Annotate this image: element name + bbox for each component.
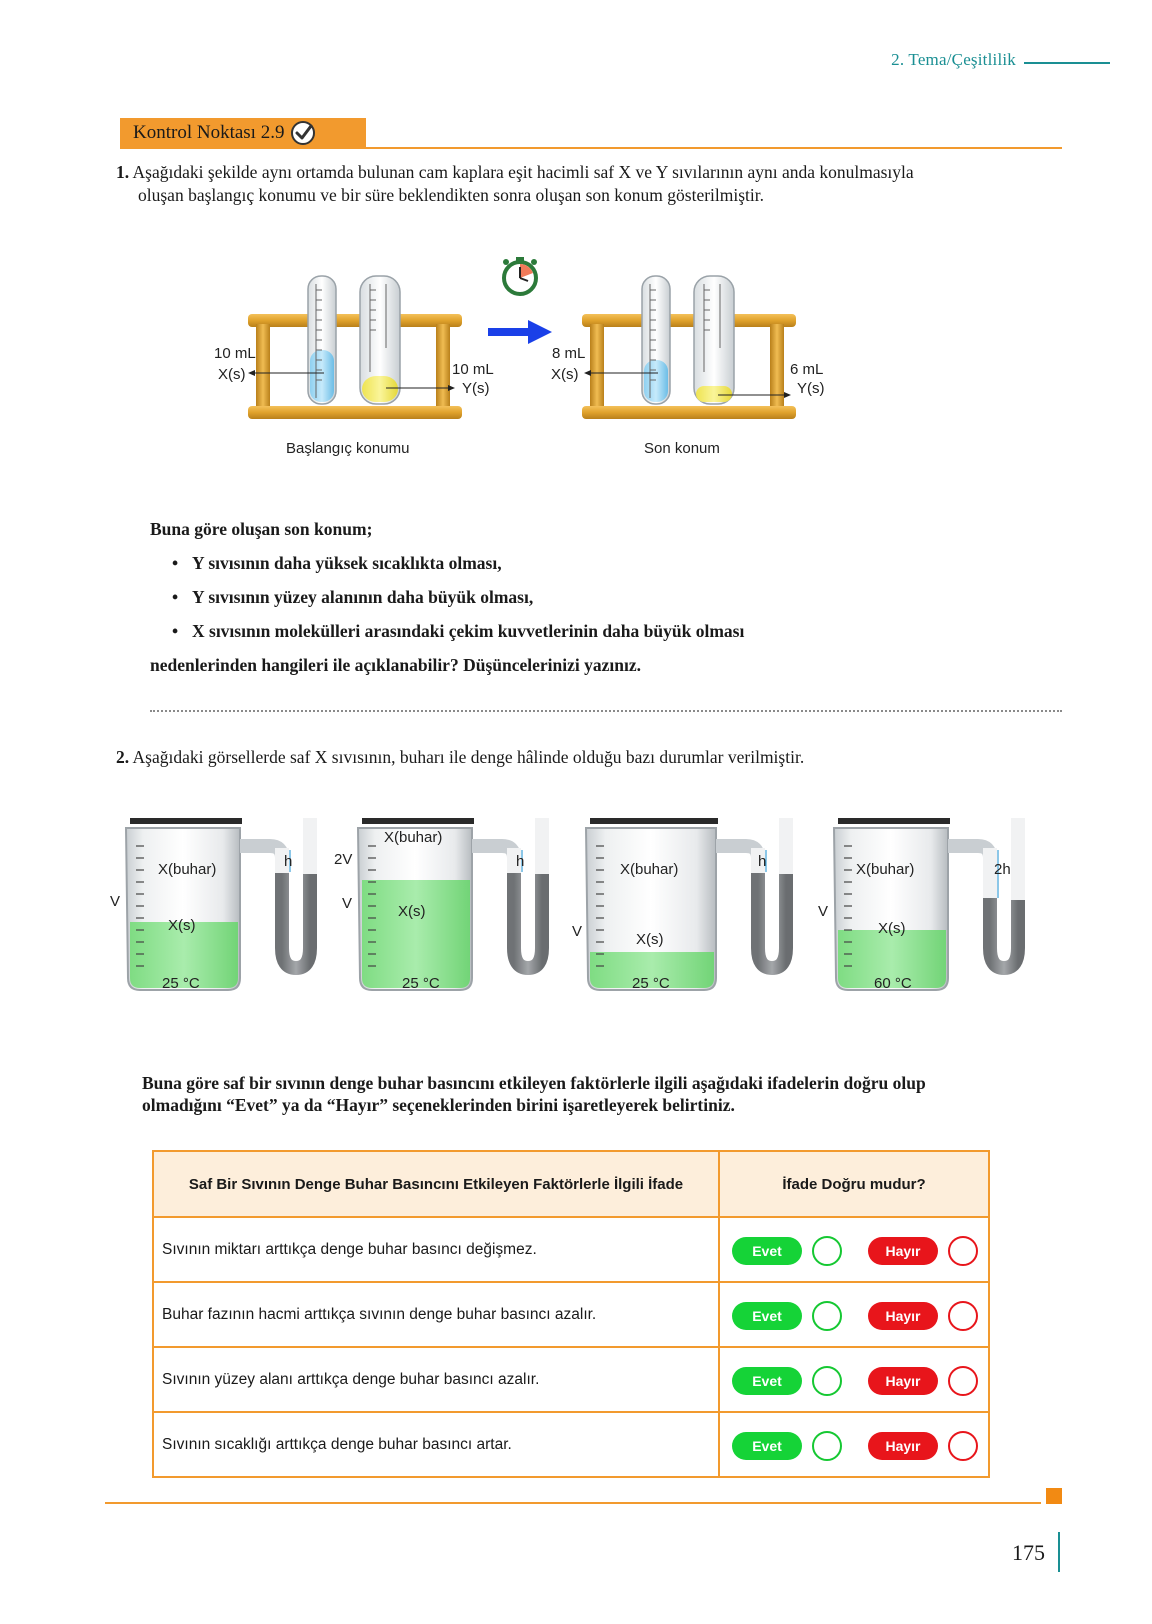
check-circle-icon (290, 120, 316, 146)
answer-cell (719, 1217, 989, 1282)
question-1-text (116, 161, 1036, 207)
no-option[interactable] (948, 1236, 978, 1266)
setup-1 (110, 818, 317, 992)
setup-2 (334, 818, 549, 992)
start-caption: Başlangıç konumu (286, 440, 410, 457)
setup-2-vapor-volume: 2V (334, 851, 353, 868)
answer-cell (719, 1347, 989, 1412)
end-caption: Son konum (644, 440, 720, 457)
section-title: 2. Tema/Çeşitlilik (891, 50, 1016, 69)
header-statement: Saf Bir Sıvının Denge Buhar Basıncını Etkileyen Faktörlerle İlgili İfade (153, 1151, 719, 1217)
end-x-label: X(s) (551, 366, 579, 383)
checkpoint-rule (120, 147, 1062, 149)
table-header (153, 1151, 989, 1217)
end-x-volume: 8 mL (552, 345, 586, 362)
setup-1-volume: V (110, 893, 121, 910)
header-rule (1024, 62, 1110, 64)
no-option[interactable] (948, 1301, 978, 1331)
statement-cell: Buhar fazının hacmi arttıkça sıvının denge buhar basıncı azalır. (153, 1282, 719, 1347)
setup-1-temperature: 25 °C (162, 975, 200, 992)
start-rack (214, 276, 494, 457)
test-tube-figure (200, 248, 840, 468)
stopwatch-icon (503, 257, 537, 294)
yes-label: Evet (732, 1367, 802, 1395)
question-2-text (116, 746, 804, 769)
table-row (153, 1412, 989, 1477)
no-label: Hayır (868, 1302, 938, 1330)
setup-1-height: h (284, 853, 293, 870)
table-row (153, 1217, 989, 1282)
bullet-item: • X sıvısının molekülleri arasındaki çekim kuvvetlerinin daha büyük olması (150, 614, 744, 648)
question-2-instruction (142, 1072, 926, 1116)
answer-cell (719, 1412, 989, 1477)
question-1-closing: nedenlerinden hangileri ile açıklanabilir? Düşüncelerinizi yazınız. (150, 655, 641, 675)
setup-3 (572, 818, 793, 992)
setup-2-temperature: 25 °C (402, 975, 440, 992)
footer-square (1046, 1488, 1062, 1504)
setup-3-temperature: 25 °C (632, 975, 670, 992)
yes-label: Evet (732, 1302, 802, 1330)
checkpoint-title: Kontrol Noktası 2.9 (133, 122, 285, 143)
no-label: Hayır (868, 1432, 938, 1460)
start-y-volume: 10 mL (452, 361, 494, 378)
start-y-label: Y(s) (462, 380, 490, 397)
statement-cell: Sıvının sıcaklığı arttıkça denge buhar basıncı artar. (153, 1412, 719, 1477)
end-y-volume: 6 mL (790, 361, 824, 378)
setup-3-liquid: X(s) (636, 931, 664, 948)
yes-option[interactable] (812, 1366, 842, 1396)
question-1-intro: Buna göre oluşan son konum; (150, 519, 373, 539)
setup-2-vapor: X(buhar) (384, 829, 443, 846)
page-header (891, 50, 1110, 70)
setup-3-vapor: X(buhar) (620, 861, 679, 878)
question-2-number: 2. (116, 747, 130, 767)
setup-3-height: h (758, 853, 767, 870)
end-rack (551, 276, 825, 457)
question-2-line: Aşağıdaki görsellerde saf X sıvısının, buharı ile denge hâlinde olduğu bazı durumlar verilmiştir. (132, 747, 805, 767)
yes-option[interactable] (812, 1301, 842, 1331)
question-1-bullets (150, 546, 744, 682)
setup-2-liquid: X(s) (398, 903, 426, 920)
statement-cell: Sıvının miktarı arttıkça denge buhar basıncı değişmez. (153, 1217, 719, 1282)
yes-label: Evet (732, 1237, 802, 1265)
vapor-pressure-figure (110, 818, 1060, 1028)
setup-4-vapor: X(buhar) (856, 861, 915, 878)
answer-cell (719, 1282, 989, 1347)
setup-4-height: 2h (994, 861, 1011, 878)
question-1-number: 1. (116, 162, 130, 182)
start-x-volume: 10 mL (214, 345, 256, 362)
setup-4-liquid: X(s) (878, 920, 906, 937)
table-row (153, 1282, 989, 1347)
answer-table (152, 1150, 990, 1478)
page-number-bar (1058, 1532, 1060, 1572)
setup-1-liquid: X(s) (168, 917, 196, 934)
no-label: Hayır (868, 1367, 938, 1395)
setup-4 (818, 818, 1025, 992)
no-option[interactable] (948, 1366, 978, 1396)
setup-2-volume: V (342, 895, 353, 912)
no-label: Hayır (868, 1237, 938, 1265)
header-answer: İfade Doğru mudur? (719, 1151, 989, 1217)
end-y-label: Y(s) (797, 380, 825, 397)
setup-1-vapor: X(buhar) (158, 861, 217, 878)
instruction-line-2: olmadığını “Evet” ya da “Hayır” seçeneklerinden birini işaretleyerek belirtiniz. (142, 1095, 735, 1115)
bullet-item: • Y sıvısının yüzey alanının daha büyük olması, (150, 580, 744, 614)
setup-4-temperature: 60 °C (874, 975, 912, 992)
no-option[interactable] (948, 1431, 978, 1461)
statement-cell: Sıvının yüzey alanı arttıkça denge buhar basıncı azalır. (153, 1347, 719, 1412)
setup-2-height: h (516, 853, 525, 870)
start-x-label: X(s) (218, 366, 246, 383)
table-row (153, 1347, 989, 1412)
page-number: 175 (1012, 1540, 1045, 1565)
checkpoint-badge (120, 118, 366, 148)
question-1-line-1: Aşağıdaki şekilde aynı ortamda bulunan cam kaplara eşit hacimli saf X ve Y sıvılarının aynı anda konulmasıyla (132, 162, 914, 182)
right-arrow-icon (488, 320, 552, 344)
instruction-line-1: Buna göre saf bir sıvının denge buhar basıncını etkileyen faktörlerle ilgili aşağıdaki ifadelerin doğru olup (142, 1073, 926, 1093)
footer-rule (105, 1502, 1041, 1504)
setup-4-volume: V (818, 903, 829, 920)
yes-label: Evet (732, 1432, 802, 1460)
yes-option[interactable] (812, 1236, 842, 1266)
bullet-item: • Y sıvısının daha yüksek sıcaklıkta olması, (150, 546, 744, 580)
question-1-line-2: oluşan başlangıç konumu ve bir süre beklendikten sonra oluşan son konum gösterilmiştir. (138, 185, 765, 205)
answer-line[interactable] (150, 710, 1062, 712)
setup-3-volume: V (572, 923, 583, 940)
yes-option[interactable] (812, 1431, 842, 1461)
